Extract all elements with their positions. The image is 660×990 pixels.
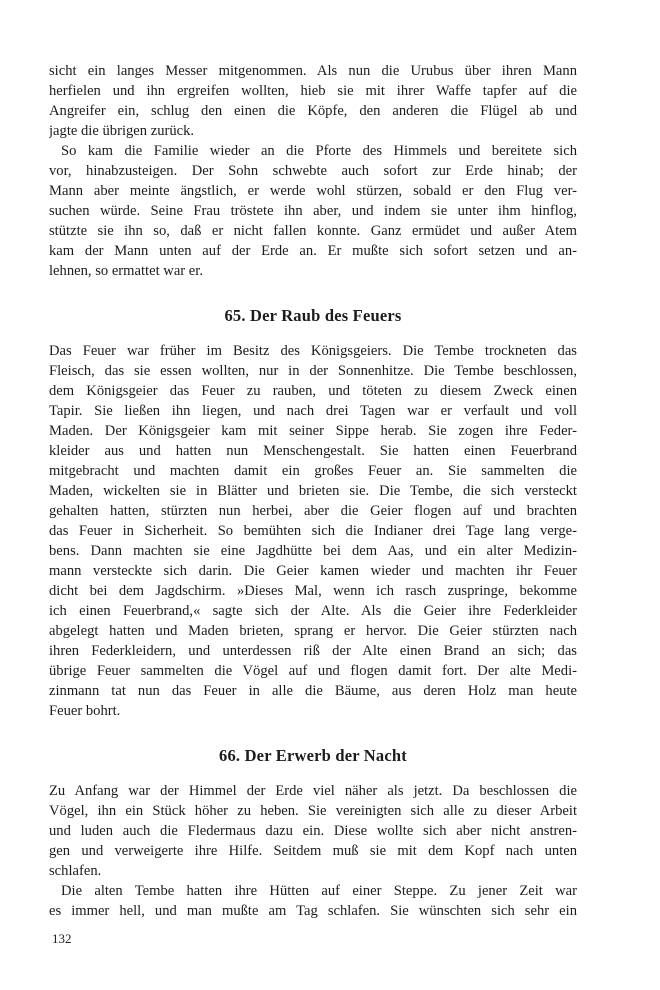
text-line: übrige Feuer sammelten die Vögel auf und flogen damit fort. Der alte Medi- (49, 663, 577, 679)
text-line: Maden. Der Königsgeier kam mit seiner Sippe herab. Sie zogen ihre Feder- (49, 423, 577, 439)
text-line: mann versteckte sich darin. Die Geier kamen wieder und machten ihr Feuer (49, 563, 577, 579)
text-line: Mann aber meinte ängstlich, er werde wohl stürzen, sobald er den Flug ver- (49, 183, 577, 199)
text-line: stützte sie ihn so, daß er nicht fallen konnte. Ganz ermüdet und außer Atem (49, 223, 577, 239)
text-line: und luden auch die Fledermaus dazu ein. Diese wollte sich aber nicht anstren- (49, 823, 577, 839)
text-line: abgelegt hatten und Maden brieten, sprang er hervor. Die Geier stürzten nach (49, 623, 577, 639)
text-line: gen und verweigerte ihre Hilfe. Seitdem muß sie mit dem Kopf nach unten (49, 843, 577, 859)
text-line: bens. Dann machten sie eine Jagdhütte bei dem Aas, und ein alter Medizin- (49, 543, 577, 559)
text-line: das Feuer in Sicherheit. So bemühten sich die Indianer drei Tage lang verge- (49, 523, 577, 539)
paragraph (49, 341, 577, 721)
text-line: Tapir. Sie ließen ihn liegen, und nach drei Tagen war er verfault und voll (49, 403, 577, 419)
paragraph (49, 61, 577, 141)
text-line: dem Königsgeier das Feuer zu rauben, und töteten zu diesem Zweck einen (49, 383, 577, 399)
paragraph (49, 781, 577, 881)
text-line: Angreifer ein, schlug den einen die Köpfe, den anderen die Flügel ab und (49, 103, 577, 119)
text-line: Vögel, ihn ein Stück höher zu heben. Sie vereinigten sich alle zu dieser Arbeit (49, 803, 577, 819)
text-line: ihren Federkleidern, und unterdessen riß der Alte einen Brand an sich; das (49, 643, 577, 659)
text-line: sicht ein langes Messer mitgenommen. Als nun die Urubus über ihren Mann (49, 63, 577, 79)
text-line: dicht bei dem Jagdschirm. »Dieses Mal, wenn ich rasch zuspringe, bekomme (49, 583, 577, 599)
page-number: 132 (52, 931, 72, 946)
text-line: schlafen. (49, 863, 102, 879)
text-block (49, 61, 577, 921)
text-line: ich einen Feuerbrand,« sagte sich der Alte. Als die Geier ihre Federkleider (49, 603, 577, 619)
text-line: lehnen, so ermattet war er. (49, 263, 203, 279)
text-line: mitgebracht und machten damit ein großes Feuer an. Sie sammelten die (49, 463, 577, 479)
text-line: Maden, wickelten sie in Blätter und brieten sie. Die Tembe, die sich versteckt (49, 483, 577, 499)
text-line: es immer hell, und man mußte am Tag schlafen. Sie wünschten sich sehr ein (49, 903, 577, 919)
text-line: Zu Anfang war der Himmel der Erde viel näher als jetzt. Da beschlossen die (49, 783, 577, 799)
paragraph (49, 881, 577, 921)
text-line: kam der Mann unten auf der Erde an. Er mußte sich sofort setzen und an- (49, 243, 577, 259)
text-line: zinmann tat nun das Feuer in alle die Bäume, aus deren Holz man heute (49, 683, 577, 699)
section-heading: 66. Der Erwerb der Nacht (219, 746, 407, 765)
text-line: suchen würde. Seine Frau tröstete ihn aber, und indem sie unter ihm hinflog, (49, 203, 577, 219)
text-line: Die alten Tembe hatten ihre Hütten auf einer Steppe. Zu jener Zeit war (61, 883, 577, 899)
text-line: herfielen und ihn ergreifen wollten, hieb sie mit ihrer Waffe tapfer auf die (49, 83, 577, 99)
text-line: Feuer bohrt. (49, 703, 121, 719)
text-line: So kam die Familie wieder an die Pforte des Himmels und bereitete sich (61, 143, 577, 159)
section-heading: 65. Der Raub des Feuers (224, 306, 402, 325)
text-line: gehalten hatten, stürzten nun herbei, aber die Geier flogen auf und brachten (49, 503, 577, 519)
text-line: kleider aus und hatten nun Menschengestalt. Sie hatten einen Feuerbrand (49, 443, 577, 459)
paragraph (49, 141, 577, 281)
text-line: Das Feuer war früher im Besitz des Königsgeiers. Die Tembe trockneten das (49, 343, 577, 359)
text-line: Fleisch, das sie essen wollten, nur in der Sonnenhitze. Die Tembe beschlossen, (49, 363, 577, 379)
text-line: vor, hinabzusteigen. Der Sohn schwebte auch sofort zur Erde hinab; der (49, 163, 577, 179)
text-line: jagte die übrigen zurück. (49, 123, 195, 139)
